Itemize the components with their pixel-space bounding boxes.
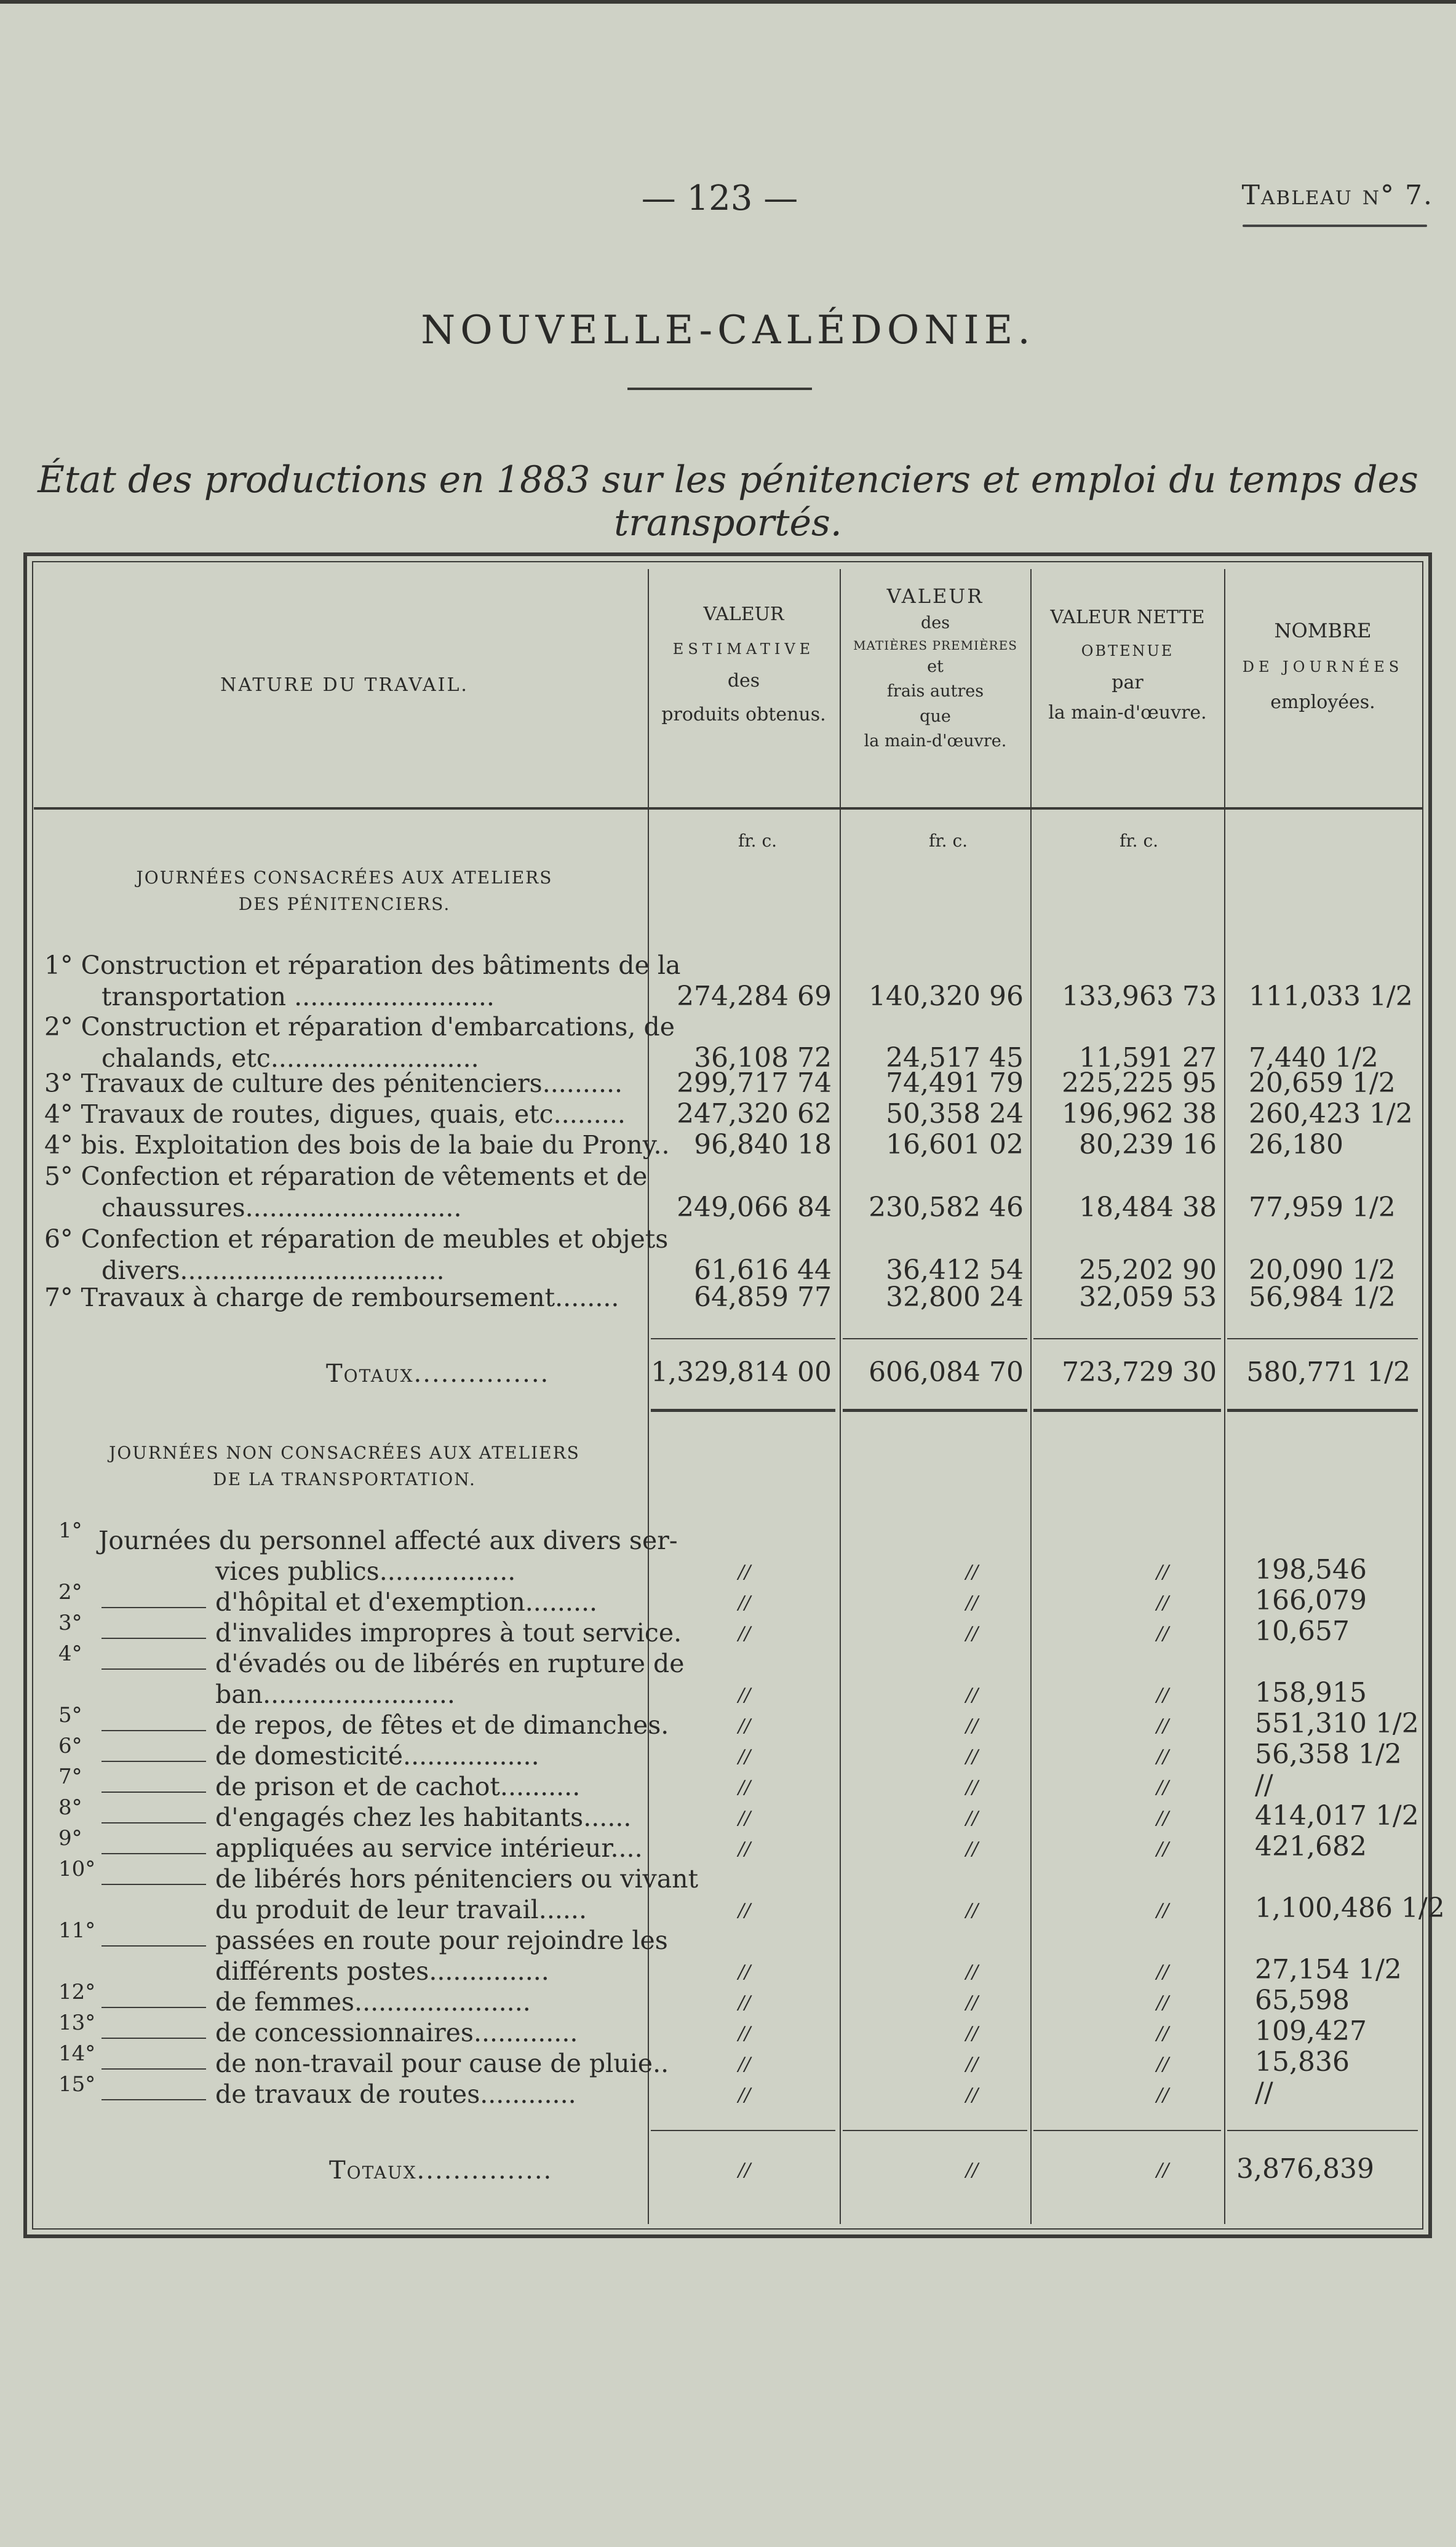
row-number: 7° bbox=[58, 1764, 82, 1789]
row-label: appliquées au service intérieur.... bbox=[215, 1833, 643, 1863]
row-label: chaussures........................... bbox=[101, 1193, 462, 1222]
ditto-mark: // bbox=[738, 1623, 751, 1644]
row-value: 299,717 74 bbox=[677, 1067, 832, 1099]
ditto-mark: // bbox=[966, 1623, 979, 1644]
header-rule bbox=[34, 807, 1422, 810]
row-value: 18,484 38 bbox=[1079, 1192, 1217, 1223]
row-label: 2° Construction et réparation d'embarcations, de bbox=[44, 1012, 675, 1042]
row-value: 24,517 45 bbox=[886, 1042, 1024, 1074]
ditto-mark: // bbox=[738, 1900, 751, 1921]
row-value: 230,582 46 bbox=[869, 1192, 1024, 1223]
row-value: 225,225 95 bbox=[1062, 1067, 1217, 1099]
total-rule bbox=[843, 2130, 1027, 2131]
total-value: 3,876,839 bbox=[1236, 2153, 1374, 2185]
row-value: 140,320 96 bbox=[869, 981, 1024, 1012]
row-days: 20,090 1/2 bbox=[1249, 1254, 1396, 1286]
col-header-text: produits obtenus. bbox=[661, 704, 826, 725]
row-days: // bbox=[1255, 1769, 1273, 1801]
ditto-dash bbox=[101, 2068, 206, 2070]
total-rule bbox=[1227, 1338, 1418, 1339]
row-label: différents postes............... bbox=[215, 1956, 549, 1986]
row-value: 16,601 02 bbox=[886, 1129, 1024, 1160]
ditto-mark: // bbox=[738, 1715, 751, 1737]
section-heading-line: DE LA TRANSPORTATION. bbox=[213, 1469, 476, 1490]
page-top-border bbox=[0, 0, 1456, 4]
row-label: ban........................ bbox=[215, 1680, 455, 1709]
row-number: 2° bbox=[58, 1580, 82, 1604]
row-label: de femmes...................... bbox=[215, 1987, 531, 2017]
row-days: 7,440 1/2 bbox=[1249, 1042, 1378, 1074]
ditto-dash bbox=[101, 2007, 206, 2008]
ditto-mark: // bbox=[966, 1808, 979, 1829]
ditto-mark: // bbox=[1156, 1992, 1169, 2014]
section-heading bbox=[43, 1440, 646, 1493]
row-days: 56,358 1/2 bbox=[1255, 1739, 1402, 1770]
row-label: 4° bis. Exploitation des bois de la baie du Prony.. bbox=[44, 1130, 670, 1160]
row-days: 26,180 bbox=[1249, 1129, 1343, 1160]
ditto-mark: // bbox=[966, 2084, 979, 2106]
ditto-mark: // bbox=[966, 2054, 979, 2075]
table-number-rule bbox=[1243, 225, 1427, 227]
ditto-mark: // bbox=[1156, 2054, 1169, 2075]
row-label: de concessionnaires............. bbox=[215, 2018, 578, 2047]
row-days: 551,310 1/2 bbox=[1255, 1708, 1419, 1739]
ditto-mark: // bbox=[738, 1592, 751, 1614]
col-header-text: VALEUR bbox=[886, 584, 984, 608]
row-label: d'hôpital et d'exemption......... bbox=[215, 1587, 598, 1617]
total-double-rule bbox=[843, 1409, 1027, 1412]
ditto-mark: // bbox=[1156, 1715, 1169, 1737]
row-number: 8° bbox=[58, 1795, 82, 1820]
ditto-mark: // bbox=[738, 2054, 751, 2075]
total-value: 580,771 1/2 bbox=[1246, 1357, 1410, 1388]
ditto-mark: // bbox=[966, 1592, 979, 1614]
row-value: 32,059 53 bbox=[1079, 1281, 1217, 1313]
row-value: 247,320 62 bbox=[677, 1098, 832, 1130]
total-double-rule bbox=[651, 1409, 835, 1412]
unit-label: fr. c. bbox=[1120, 831, 1159, 851]
section-heading-line: DES PÉNITENCIERS. bbox=[238, 894, 451, 915]
total-value: 1,329,814 00 bbox=[651, 1357, 832, 1388]
row-label: Journées du personnel affecté aux divers ser- bbox=[98, 1526, 678, 1555]
row-number: 15° bbox=[58, 2072, 96, 2097]
total-value: 606,084 70 bbox=[869, 1357, 1024, 1388]
row-number: 13° bbox=[58, 2011, 96, 2035]
ditto-mark: // bbox=[966, 1746, 979, 1768]
row-label: chalands, etc.......................... bbox=[101, 1043, 479, 1073]
row-label: 3° Travaux de culture des pénitenciers.......... bbox=[44, 1069, 623, 1098]
row-value: 64,859 77 bbox=[694, 1281, 832, 1313]
row-label: divers................................. bbox=[101, 1256, 445, 1285]
row-value: 36,412 54 bbox=[886, 1254, 1024, 1286]
title-rule bbox=[627, 388, 812, 390]
col-divider-4 bbox=[1224, 569, 1225, 2224]
row-days: 10,657 bbox=[1255, 1616, 1350, 1647]
row-label: d'engagés chez les habitants...... bbox=[215, 1803, 632, 1832]
page-number: — 123 — bbox=[641, 178, 798, 218]
row-label: passées en route pour rejoindre les bbox=[215, 1926, 668, 1955]
row-label: du produit de leur travail...... bbox=[215, 1895, 587, 1924]
row-number: 10° bbox=[58, 1857, 96, 1881]
ditto-mark: // bbox=[738, 2023, 751, 2044]
row-days: 158,915 bbox=[1255, 1677, 1367, 1708]
section-heading bbox=[43, 864, 646, 918]
row-label: 1° Construction et réparation des bâtiments de la bbox=[44, 951, 681, 980]
row-value: 74,491 79 bbox=[886, 1067, 1024, 1099]
row-days: 27,154 1/2 bbox=[1255, 1954, 1402, 1985]
row-days: 198,546 bbox=[1255, 1554, 1367, 1585]
row-days: 260,423 1/2 bbox=[1249, 1098, 1413, 1130]
ditto-mark: // bbox=[738, 1838, 751, 1860]
row-days: 1,100,486 1/2 bbox=[1255, 1892, 1445, 1924]
ditto-dash bbox=[101, 1638, 206, 1639]
col-header-text: la main-d'œuvre. bbox=[1048, 702, 1207, 723]
row-value: 32,800 24 bbox=[886, 1281, 1024, 1313]
col-header-text: VALEUR NETTE bbox=[1050, 607, 1205, 628]
row-value: 36,108 72 bbox=[694, 1042, 832, 1074]
col-header-text: et bbox=[927, 656, 944, 676]
ditto-dash bbox=[101, 1761, 206, 1762]
ditto-mark: // bbox=[1156, 1777, 1169, 1798]
row-label: 6° Confection et réparation de meubles et objets bbox=[44, 1224, 669, 1254]
row-value: 274,284 69 bbox=[677, 981, 832, 1012]
col-header-text: OBTENUE bbox=[1081, 642, 1174, 660]
row-value: 133,963 73 bbox=[1062, 981, 1217, 1012]
total-rule bbox=[651, 2130, 835, 2131]
ditto-mark: // bbox=[1156, 2159, 1169, 2181]
row-label: de domesticité................. bbox=[215, 1741, 539, 1771]
col-header-text: ESTIMATIVE bbox=[672, 640, 815, 658]
col-header-valeur-estimative bbox=[650, 603, 838, 727]
ditto-mark: // bbox=[738, 1992, 751, 2014]
row-days: // bbox=[1255, 2077, 1273, 2108]
page-subtitle: État des productions en 1883 sur les pénitenciers et emploi du temps des transportés. bbox=[38, 458, 1418, 544]
row-number: 5° bbox=[58, 1703, 82, 1728]
unit-label: fr. c. bbox=[738, 831, 778, 851]
col-header-text: MATIÈRES PREMIÈRES bbox=[853, 637, 1017, 653]
row-label: 4° Travaux de routes, digues, quais, etc......... bbox=[44, 1099, 626, 1129]
row-days: 414,017 1/2 bbox=[1255, 1800, 1419, 1832]
ditto-mark: // bbox=[966, 1900, 979, 1921]
ditto-mark: // bbox=[1156, 1808, 1169, 1829]
row-label: de non-travail pour cause de pluie.. bbox=[215, 2049, 669, 2078]
col-header-valeur-matieres bbox=[841, 581, 1029, 754]
col-divider-1 bbox=[648, 569, 649, 2224]
total-double-rule bbox=[1033, 1409, 1221, 1412]
total-rule bbox=[843, 1338, 1027, 1339]
ditto-mark: // bbox=[1156, 2023, 1169, 2044]
row-label: de prison et de cachot.......... bbox=[215, 1772, 581, 1801]
ditto-mark: // bbox=[966, 1684, 979, 1706]
col-header-valeur-nette bbox=[1032, 606, 1223, 725]
col-header-text: VALEUR bbox=[703, 604, 784, 625]
row-days: 15,836 bbox=[1255, 2046, 1350, 2078]
ditto-mark: // bbox=[966, 1992, 979, 2014]
row-value: 196,962 38 bbox=[1062, 1098, 1217, 1130]
ditto-dash bbox=[101, 1884, 206, 1885]
row-value: 96,840 18 bbox=[694, 1129, 832, 1160]
ditto-dash bbox=[101, 1945, 206, 1947]
section-heading-line: JOURNÉES CONSACRÉES AUX ATELIERS bbox=[136, 867, 553, 888]
ditto-mark: // bbox=[966, 1961, 979, 1983]
row-number: 11° bbox=[58, 1918, 96, 1943]
row-number: 9° bbox=[58, 1826, 82, 1851]
total-value: 723,729 30 bbox=[1062, 1357, 1217, 1388]
ditto-mark: // bbox=[1156, 1838, 1169, 1860]
row-label: transportation ......................... bbox=[101, 982, 495, 1011]
ditto-dash bbox=[101, 2099, 206, 2100]
row-label: de repos, de fêtes et de dimanches. bbox=[215, 1710, 669, 1740]
ditto-mark: // bbox=[1156, 1592, 1169, 1614]
ditto-mark: // bbox=[966, 2023, 979, 2044]
ditto-dash bbox=[101, 2038, 206, 2039]
row-days: 109,427 bbox=[1255, 2015, 1367, 2047]
col-header-nombre bbox=[1226, 618, 1420, 714]
totals-label: Totaux............... bbox=[329, 2156, 553, 2185]
col-header-text: que bbox=[920, 706, 951, 726]
row-value: 61,616 44 bbox=[694, 1254, 832, 1286]
row-value: 11,591 27 bbox=[1079, 1042, 1217, 1074]
row-label: 7° Travaux à charge de remboursement........ bbox=[44, 1283, 619, 1312]
col-header-nature: NATURE DU TRAVAIL. bbox=[220, 674, 469, 696]
col-header-text: employées. bbox=[1270, 692, 1375, 713]
ditto-mark: // bbox=[966, 2159, 979, 2181]
row-days: 65,598 bbox=[1255, 1985, 1350, 2016]
ditto-mark: // bbox=[1156, 1684, 1169, 1706]
total-rule bbox=[651, 1338, 835, 1339]
total-rule bbox=[1033, 2130, 1221, 2131]
ditto-mark: // bbox=[966, 1838, 979, 1860]
row-value: 249,066 84 bbox=[677, 1192, 832, 1223]
row-days: 421,682 bbox=[1255, 1831, 1367, 1862]
ditto-mark: // bbox=[738, 1561, 751, 1583]
row-label: vices publics................. bbox=[215, 1556, 516, 1586]
ditto-mark: // bbox=[738, 2159, 751, 2181]
ditto-mark: // bbox=[738, 1808, 751, 1829]
col-header-text: des bbox=[920, 613, 950, 632]
total-rule bbox=[1033, 1338, 1221, 1339]
row-number: 1° bbox=[58, 1518, 82, 1543]
ditto-mark: // bbox=[738, 2084, 751, 2106]
ditto-mark: // bbox=[738, 1684, 751, 1706]
ditto-mark: // bbox=[1156, 1900, 1169, 1921]
total-double-rule bbox=[1227, 1409, 1418, 1412]
row-number: 12° bbox=[58, 1980, 96, 2004]
row-days: 166,079 bbox=[1255, 1585, 1367, 1616]
ditto-mark: // bbox=[738, 1746, 751, 1768]
unit-label: fr. c. bbox=[929, 831, 968, 851]
ditto-mark: // bbox=[966, 1561, 979, 1583]
col-divider-2 bbox=[840, 569, 841, 2224]
row-number: 4° bbox=[58, 1641, 82, 1666]
ditto-dash bbox=[101, 1668, 206, 1670]
row-value: 25,202 90 bbox=[1079, 1254, 1217, 1286]
row-label: d'évadés ou de libérés en rupture de bbox=[215, 1649, 685, 1678]
ditto-mark: // bbox=[1156, 1961, 1169, 1983]
row-label: 5° Confection et réparation de vêtements et de bbox=[44, 1162, 648, 1191]
total-rule bbox=[1227, 2130, 1418, 2131]
ditto-mark: // bbox=[738, 1777, 751, 1798]
ditto-mark: // bbox=[1156, 1561, 1169, 1583]
ditto-mark: // bbox=[1156, 2084, 1169, 2106]
ditto-dash bbox=[101, 1792, 206, 1793]
row-days: 56,984 1/2 bbox=[1249, 1281, 1396, 1313]
ditto-mark: // bbox=[1156, 1746, 1169, 1768]
row-number: 3° bbox=[58, 1611, 82, 1635]
ditto-dash bbox=[101, 1853, 206, 1854]
table-number: Tableau n° 7. bbox=[1241, 180, 1433, 211]
row-days: 111,033 1/2 bbox=[1249, 981, 1413, 1012]
ditto-mark: // bbox=[738, 1961, 751, 1983]
row-value: 80,239 16 bbox=[1079, 1129, 1217, 1160]
row-label: d'invalides impropres à tout service. bbox=[215, 1618, 682, 1648]
row-value: 50,358 24 bbox=[886, 1098, 1024, 1130]
section-heading-line: JOURNÉES NON CONSACRÉES AUX ATELIERS bbox=[109, 1443, 580, 1463]
col-header-text: DE JOURNÉES bbox=[1242, 658, 1404, 676]
col-divider-3 bbox=[1030, 569, 1032, 2224]
col-header-text: des bbox=[727, 669, 760, 692]
row-days: 20,659 1/2 bbox=[1249, 1067, 1396, 1099]
ditto-mark: // bbox=[966, 1777, 979, 1798]
col-header-text: frais autres bbox=[886, 682, 984, 701]
col-header-text: par bbox=[1112, 671, 1144, 693]
col-header-text: NOMBRE bbox=[1274, 619, 1372, 642]
row-label: de travaux de routes............ bbox=[215, 2079, 576, 2109]
ditto-mark: // bbox=[966, 1715, 979, 1737]
totals-label: Totaux............... bbox=[326, 1360, 550, 1388]
page-title: NOUVELLE-CALÉDONIE. bbox=[421, 308, 1035, 353]
row-days: 77,959 1/2 bbox=[1249, 1192, 1396, 1223]
row-number: 6° bbox=[58, 1734, 82, 1758]
ditto-mark: // bbox=[1156, 1623, 1169, 1644]
row-number: 14° bbox=[58, 2041, 96, 2066]
ditto-dash bbox=[101, 1730, 206, 1731]
ditto-dash bbox=[101, 1607, 206, 1608]
row-label: de libérés hors pénitenciers ou vivant bbox=[215, 1864, 699, 1894]
ditto-dash bbox=[101, 1822, 206, 1824]
col-header-text: la main-d'œuvre. bbox=[864, 731, 1007, 751]
